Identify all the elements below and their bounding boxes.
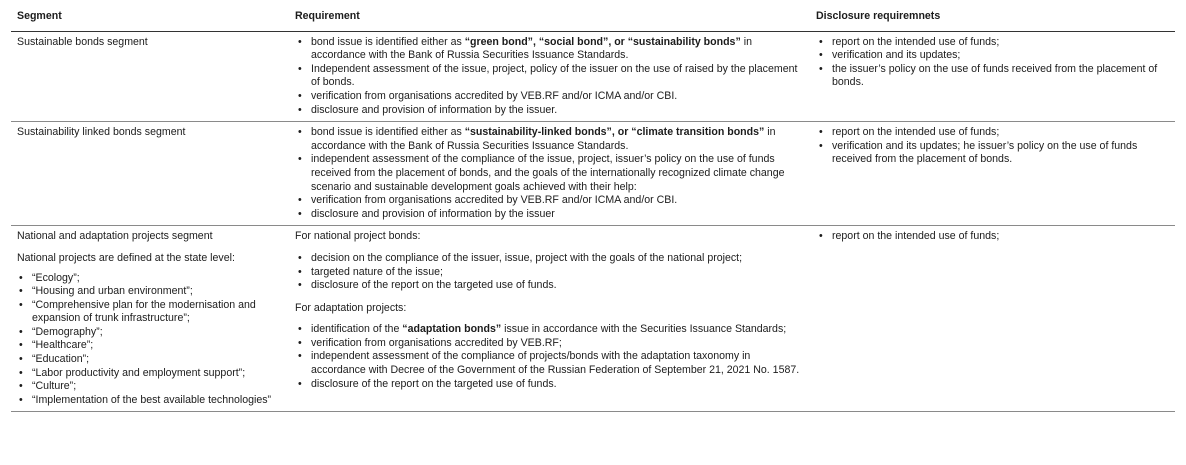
requirement-text: bond issue is identified either as <box>311 126 465 139</box>
requirement-item: • decision on the compliance of the issuer, issue, project with the goals of the national project; <box>295 252 804 266</box>
requirement-text: bond issue is identified either as <box>311 35 465 48</box>
requirement-bold-text: “sustainability-linked bonds”, or “climate transition bonds” <box>464 126 765 139</box>
disclosure-list <box>816 36 1169 90</box>
requirement-text: identification of the <box>311 323 403 336</box>
disclosure-cell <box>810 226 1175 411</box>
requirement-cell <box>289 32 810 122</box>
disclosure-item: • report on the intended use of funds; <box>816 126 1169 140</box>
segment-title: National and adaptation projects segment <box>17 230 213 243</box>
requirement-item: • disclosure of the report on the targeted use of funds. <box>295 279 804 293</box>
disclosure-cell <box>810 32 1175 122</box>
disclosure-item: • report on the intended use of funds; <box>816 230 1169 244</box>
requirement-item: • verification from organisations accredited by VEB.RF and/or ICMA and/or CBI. <box>295 90 804 104</box>
requirement-text: issue in accordance with the Securities Issuance Standards; <box>501 323 787 336</box>
requirement-item <box>295 36 804 63</box>
header-disclosure: Disclosure requiremnets <box>816 10 941 22</box>
requirement-item: • independent assessment of the compliance of projects/bonds with the adaptation taxonomy in accordance with Decree of the Government of the Russian Federation of September 21, 2021 No. 1587. <box>295 350 804 377</box>
requirement-item: • verification from organisations accredited by VEB.RF and/or ICMA and/or CBI. <box>295 194 804 208</box>
national-project-item: • “Healthcare”; <box>17 339 283 353</box>
requirement-item: • disclosure of the report on the targeted use of funds. <box>295 378 804 392</box>
requirement-item: • independent assessment of the compliance of the issue, project, issuer’s policy on the use of funds received from the placement of bonds, and the goals of the internationally recognized climate change scenario and sustainable development goals achieved with their help: <box>295 153 804 194</box>
national-requirement-list <box>295 252 804 293</box>
disclosure-item: • verification and its updates; he issuer’s policy on the use of funds received from the placement of bonds. <box>816 140 1169 167</box>
header-requirement: Requirement <box>295 10 360 22</box>
requirement-list <box>295 126 804 221</box>
national-project-item: • “Culture”; <box>17 380 283 394</box>
requirement-item <box>295 126 804 153</box>
header-segment: Segment <box>17 10 62 22</box>
requirement-list <box>295 36 804 118</box>
table-row-sustainable-bonds <box>11 32 1175 123</box>
national-project-item: • “Ecology”; <box>17 272 283 286</box>
national-project-item: • “Comprehensive plan for the modernisation and expansion of trunk infrastructure”; <box>17 299 283 326</box>
requirement-cell <box>289 122 810 225</box>
requirement-text: in accordance with the Bank of Russia Securities Issuance Standards. <box>311 126 776 152</box>
adaptation-requirement-list <box>295 323 804 391</box>
segment-cell <box>11 226 289 411</box>
table-row-national-adaptation <box>11 226 1175 412</box>
national-project-item: • “Education”; <box>17 353 283 367</box>
disclosure-item: • verification and its updates; <box>816 49 1169 63</box>
requirement-item: • disclosure and provision of information by the issuer. <box>295 104 804 118</box>
requirement-cell <box>289 226 810 411</box>
segment-cell: Sustainable bonds segment <box>17 35 148 48</box>
table-header-row <box>11 6 1175 32</box>
national-projects-intro: National projects are defined at the state level: <box>17 251 235 264</box>
adaptation-projects-title: For adaptation projects: <box>295 301 407 314</box>
national-project-item: • “Demography”; <box>17 326 283 340</box>
requirement-item: • verification from organisations accredited by VEB.RF; <box>295 337 804 351</box>
requirement-text: in accordance with the Bank of Russia Securities Issuance Standards. <box>311 35 752 62</box>
segment-cell: Sustainability linked bonds segment <box>17 126 186 139</box>
national-project-item: • “Labor productivity and employment support”; <box>17 367 283 381</box>
national-project-item: • “Housing and urban environment”; <box>17 285 283 299</box>
national-project-item: • “Implementation of the best available technologies” <box>17 394 283 408</box>
requirement-item: • Independent assessment of the issue, project, policy of the issuer on the use of raised by the placement of bonds. <box>295 63 804 90</box>
requirement-item <box>295 323 804 337</box>
requirement-item: • targeted nature of the issue; <box>295 266 804 280</box>
disclosure-cell <box>810 122 1175 225</box>
requirement-bold-text: “green bond”, “social bond”, or “sustainability bonds” <box>464 35 741 48</box>
national-projects-list <box>17 272 283 408</box>
requirement-item: • disclosure and provision of information by the issuer <box>295 208 804 222</box>
bonds-requirements-table <box>11 6 1175 412</box>
disclosure-item: • the issuer’s policy on the use of funds received from the placement of bonds. <box>816 63 1169 90</box>
disclosure-list <box>816 126 1169 167</box>
national-bonds-title: For national project bonds: <box>295 230 421 243</box>
table-row-sustainability-linked-bonds <box>11 122 1175 226</box>
disclosure-item: • report on the intended use of funds; <box>816 36 1169 50</box>
requirement-bold-text: “adaptation bonds” <box>402 323 502 336</box>
disclosure-list <box>816 230 1169 244</box>
